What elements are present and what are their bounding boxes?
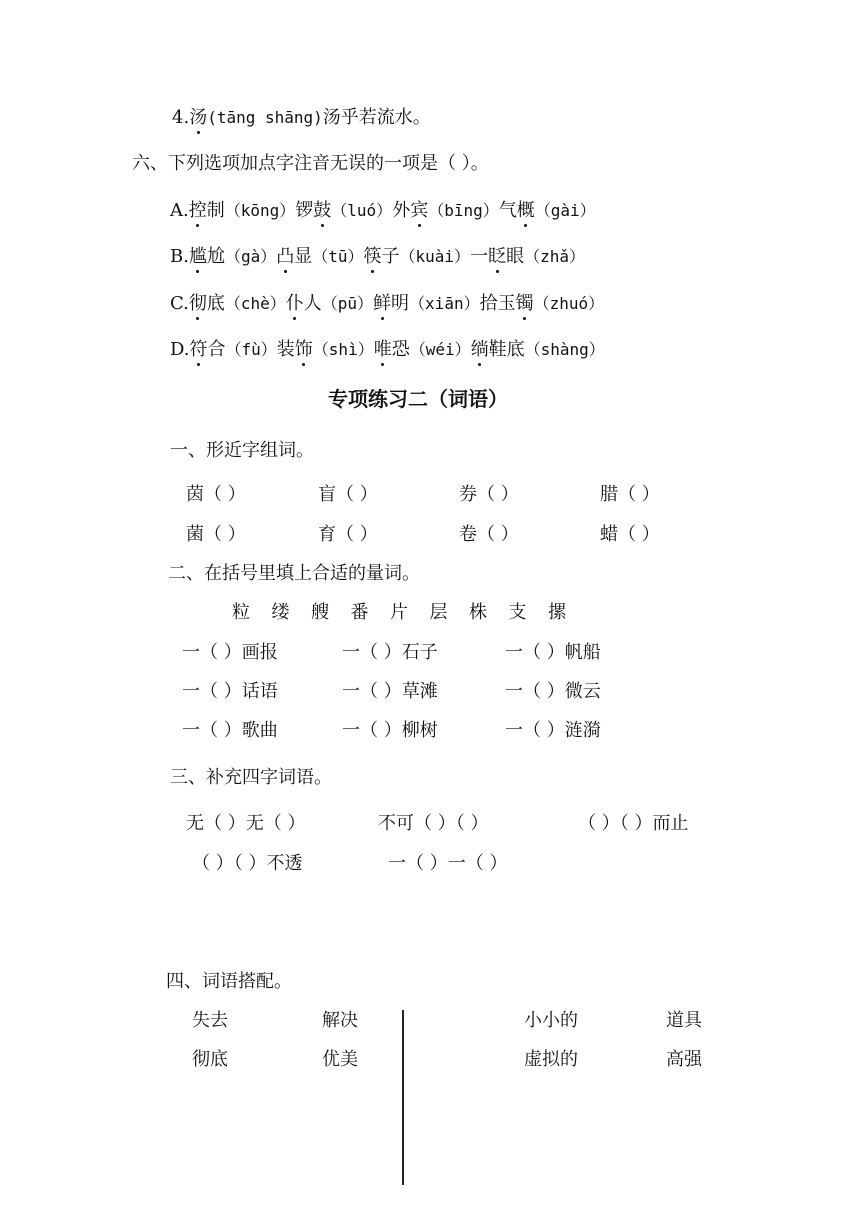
part-2-row-3-item: 一（ ）涟漪 xyxy=(505,720,601,741)
pinyin-annotation: （luó） xyxy=(331,201,393,220)
match-word: 解决 xyxy=(322,1010,358,1031)
dotted-char: 鲜 xyxy=(373,293,392,314)
pinyin-annotation: （xiān） xyxy=(409,294,480,313)
pinyin-annotation: （zhǎ） xyxy=(524,247,585,266)
match-word: 彻底 xyxy=(192,1049,228,1070)
practice-title: 专项练习二（词语） xyxy=(328,387,508,411)
option-letter: A. xyxy=(170,200,189,221)
part-1-row-2-item: 卷（ ） xyxy=(459,524,519,545)
word-part: 人 xyxy=(303,293,322,314)
part-1-row-2-item: 菌（ ） xyxy=(186,524,246,545)
pinyin-annotation: （zhuó） xyxy=(533,294,605,313)
measure-word: 层 xyxy=(429,602,448,623)
measure-word: 艘 xyxy=(311,602,329,623)
pinyin-annotation: （gà） xyxy=(224,247,277,266)
part-2-row-2-item: 一（ ）话语 xyxy=(182,681,278,702)
measure-word: 摞 xyxy=(548,602,566,623)
option-letter: D. xyxy=(170,339,190,360)
dotted-char: 宾 xyxy=(410,200,429,221)
option-line xyxy=(170,200,596,222)
part-2-row-3-item: 一（ ）歌曲 xyxy=(182,720,278,741)
dotted-char: 概 xyxy=(516,200,535,221)
question-4-line xyxy=(172,107,431,129)
pinyin-annotation: （chè） xyxy=(224,294,286,313)
idiom-blank: 无（ ）无（ ） xyxy=(186,813,306,834)
word-part: 恐 xyxy=(391,339,410,360)
measure-word: 片 xyxy=(390,602,408,623)
pinyin-annotation: （wéi） xyxy=(409,340,471,359)
dotted-char: 筷 xyxy=(363,246,382,267)
word-part: 一 xyxy=(470,246,489,267)
word-part: 制 xyxy=(206,200,225,221)
question-4-pinyin: (tāng shāng) xyxy=(207,108,323,127)
match-word: 道具 xyxy=(666,1010,702,1031)
measure-word: 粒 xyxy=(232,602,250,623)
part-2-row-1-item: 一（ ）帆船 xyxy=(505,642,601,663)
part-3-heading: 三、补充四字词语。 xyxy=(170,767,332,788)
part-2-row-1-item: 一（ ）石子 xyxy=(342,642,438,663)
part-1-row-1-item: 腊（ ） xyxy=(600,484,660,505)
dotted-char: 符 xyxy=(189,339,208,360)
pinyin-annotation: （fù） xyxy=(225,340,277,359)
word-part: 鞋底 xyxy=(488,339,525,360)
part-1-row-1-item: 盲（ ） xyxy=(318,484,378,505)
match-word: 优美 xyxy=(322,1049,358,1070)
pinyin-annotation: （kuài） xyxy=(399,247,471,266)
idiom-blank: （ ）（ ）而止 xyxy=(578,813,689,834)
dotted-char: 控 xyxy=(188,200,207,221)
part-2-row-2-item: 一（ ）微云 xyxy=(505,681,601,702)
dotted-char: 尴 xyxy=(188,246,207,267)
dotted-char: 眨 xyxy=(488,246,507,267)
pinyin-annotation: （gài） xyxy=(534,201,596,220)
word-part: 装 xyxy=(276,339,295,360)
part-1-heading: 一、形近字组词。 xyxy=(170,440,314,461)
option-letter: B. xyxy=(170,246,189,267)
word-part: 锣 xyxy=(295,200,314,221)
word-part: 底 xyxy=(206,293,225,314)
dotted-char: 镯 xyxy=(515,293,534,314)
pinyin-annotation: （tū） xyxy=(312,247,364,266)
divider-line xyxy=(402,1010,404,1185)
part-2-row-3-item: 一（ ）柳树 xyxy=(342,720,438,741)
match-word: 高强 xyxy=(666,1049,702,1070)
part-4-heading: 四、词语搭配。 xyxy=(166,971,292,992)
measure-word: 支 xyxy=(508,602,527,623)
option-letter: C. xyxy=(170,293,189,314)
part-2-row-1-item: 一（ ）画报 xyxy=(182,642,278,663)
measure-word: 番 xyxy=(350,602,369,623)
idiom-blank: 一（ ）一（ ） xyxy=(388,853,508,874)
dotted-char: 绱 xyxy=(470,339,489,360)
pinyin-annotation: （pū） xyxy=(321,294,374,313)
idiom-blank: （ ）（ ）不透 xyxy=(192,853,303,874)
part-1-row-2-item: 蜡（ ） xyxy=(600,524,660,545)
pinyin-annotation: （kōng） xyxy=(224,201,296,220)
part-1-row-2-item: 育（ ） xyxy=(318,524,378,545)
word-part: 外 xyxy=(392,200,411,221)
option-line xyxy=(170,339,605,361)
match-word: 虚拟的 xyxy=(524,1049,578,1070)
question-4-dotted-char: 汤 xyxy=(189,107,208,128)
question-4-text: 汤乎若流水。 xyxy=(322,107,431,128)
word-part: 子 xyxy=(381,246,400,267)
pinyin-annotation: （shàng） xyxy=(524,340,605,359)
word-part: 尬 xyxy=(206,246,225,267)
match-word: 失去 xyxy=(192,1010,228,1031)
word-part: 明 xyxy=(391,293,410,314)
dotted-char: 唯 xyxy=(373,339,392,360)
pinyin-annotation: （bīng） xyxy=(428,201,499,220)
dotted-char: 仆 xyxy=(285,293,304,314)
section-6-heading: 六、下列选项加点字注音无误的一项是（ ）。 xyxy=(132,153,489,174)
part-1-row-1-item: 茵（ ） xyxy=(186,484,246,505)
idiom-blank: 不可（ ）（ ） xyxy=(378,813,489,834)
dotted-char: 鼓 xyxy=(313,200,332,221)
dotted-char: 饰 xyxy=(294,339,313,360)
part-2-row-2-item: 一（ ）草滩 xyxy=(342,681,438,702)
word-part: 显 xyxy=(294,246,313,267)
measure-word: 缕 xyxy=(271,602,290,623)
word-part: 拾玉 xyxy=(479,293,516,314)
word-part: 气 xyxy=(498,200,517,221)
option-line xyxy=(170,293,604,315)
word-part: 眼 xyxy=(506,246,525,267)
pinyin-annotation: （shì） xyxy=(312,340,374,359)
option-line xyxy=(170,246,585,268)
word-part: 合 xyxy=(207,339,226,360)
part-1-row-1-item: 券（ ） xyxy=(459,484,519,505)
dotted-char: 彻 xyxy=(188,293,207,314)
measure-word: 株 xyxy=(469,602,487,623)
question-4-number: 4. xyxy=(172,107,190,128)
part-2-heading: 二、在括号里填上合适的量词。 xyxy=(168,563,420,584)
dotted-char: 凸 xyxy=(276,246,295,267)
match-word: 小小的 xyxy=(524,1010,578,1031)
